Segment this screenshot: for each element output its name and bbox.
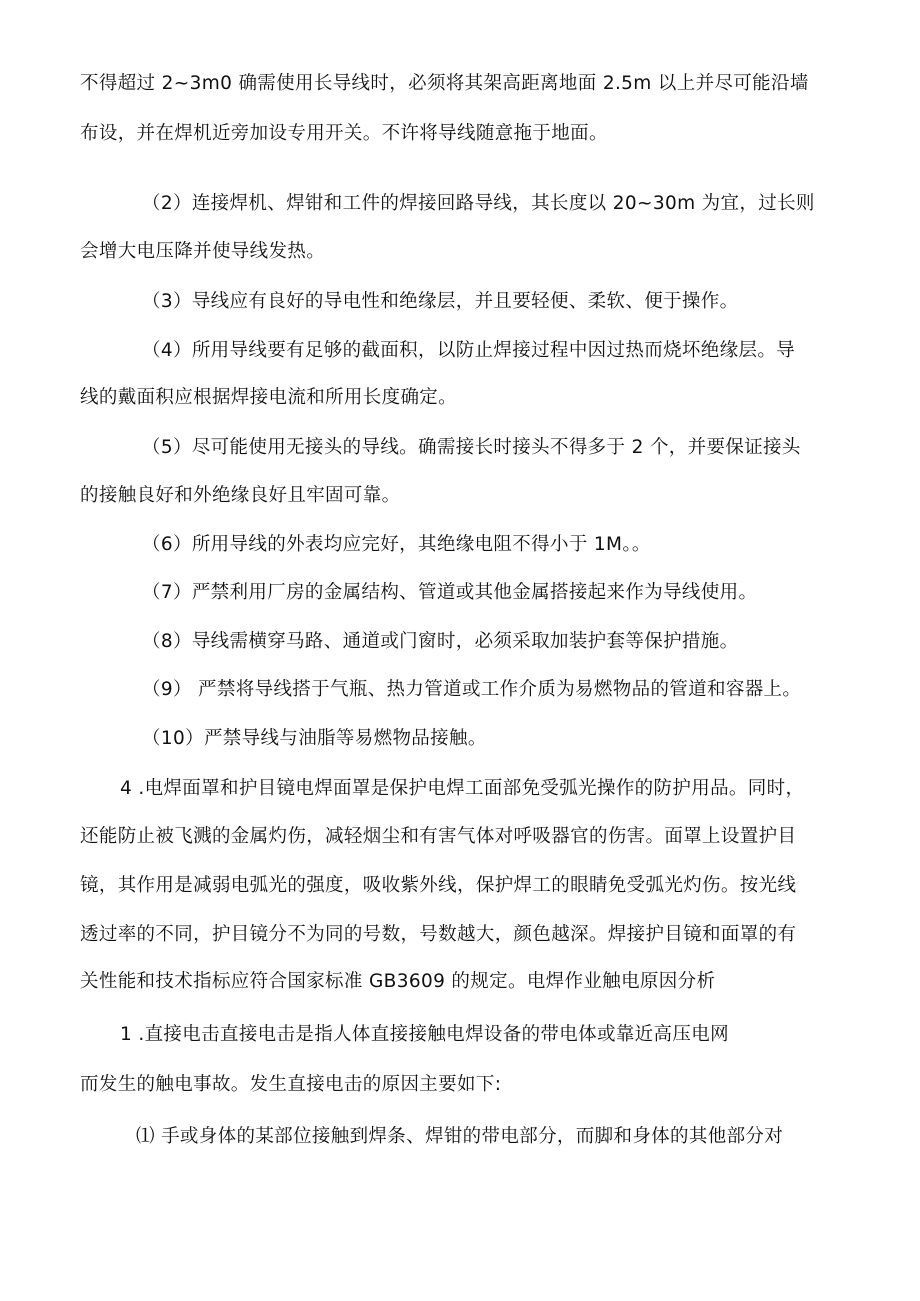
text-line: （8）导线需横穿马路、通道或门窗时，必须采取加装护套等保护措施。 bbox=[142, 631, 739, 652]
text-line: 还能防止被飞溅的金属灼伤，减轻烟尘和有害气体对呼吸器官的伤害。面罩上设置护目 bbox=[80, 826, 797, 847]
text-line: 关性能和技术指标应符合国家标准 GB3609 的规定。电焊作业触电原因分析 bbox=[80, 971, 716, 992]
text-line: 线的戴面积应根据焊接电流和所用长度确定。 bbox=[80, 387, 458, 408]
text-line: 1 .直接电击直接电击是指人体直接接触电焊设备的带电体或靠近高压电网 bbox=[120, 1024, 729, 1045]
text-line: （3）导线应有良好的导电性和绝缘层，并且要轻便、柔软、便于操作。 bbox=[142, 291, 739, 312]
text-line: （4）所用导线要有足够的截面积，以防止焊接过程中因过热而烧坏绝缘层。导 bbox=[142, 340, 796, 361]
text-line: （7）严禁利用厂房的金属结构、管道或其他金属搭接起来作为导线使用。 bbox=[142, 582, 758, 603]
text-line: 不得超过 2~3m0 确需使用长导线时，必须将其架高距离地面 2.5m 以上并尽可能沿墙 bbox=[80, 73, 809, 94]
text-line: 的接触良好和外绝缘良好且牢固可靠。 bbox=[80, 485, 401, 506]
text-line: 透过率的不同，护目镜分不为同的号数，号数越大，颜色越深。焊接护目镜和面罩的有 bbox=[80, 924, 797, 945]
text-line: 布设，并在焊机近旁加设专用开关。不许将导线随意拖于地面。 bbox=[80, 123, 608, 144]
text-line: ⑴ 手或身体的某部位接触到焊条、焊钳的带电部分，而脚和身体的其他部分对 bbox=[136, 1126, 784, 1147]
text-line: （6）所用导线的外表均应完好，其绝缘电阻不得小于 1M。。 bbox=[142, 534, 651, 555]
text-line: 会增大电压降并使导线发热。 bbox=[80, 241, 326, 262]
text-line: （2）连接焊机、焊钳和工件的焊接回路导线，其长度以 20~30m 为宜，过长则 bbox=[142, 193, 815, 214]
text-line: 4 .电焊面罩和护目镜电焊面罩是保护电焊工面部免受弧光操作的防护用品。同时， bbox=[120, 778, 805, 799]
text-line: 而发生的触电事故。发生直接电击的原因主要如下: bbox=[80, 1074, 502, 1095]
text-line: （10）严禁导线与油脂等易燃物品接触。 bbox=[142, 728, 487, 749]
text-line: （5）尽可能使用无接头的导线。确需接长时接头不得多于 2 个，并要保证接头 bbox=[142, 437, 801, 458]
text-line: （9） 严禁将导线搭于气瓶、热力管道或工作介质为易燃物品的管道和容器上。 bbox=[142, 679, 802, 700]
text-line: 镜，其作用是减弱电弧光的强度，吸收紫外线，保护焊工的眼睛免受弧光灼伤。按光线 bbox=[80, 875, 797, 896]
